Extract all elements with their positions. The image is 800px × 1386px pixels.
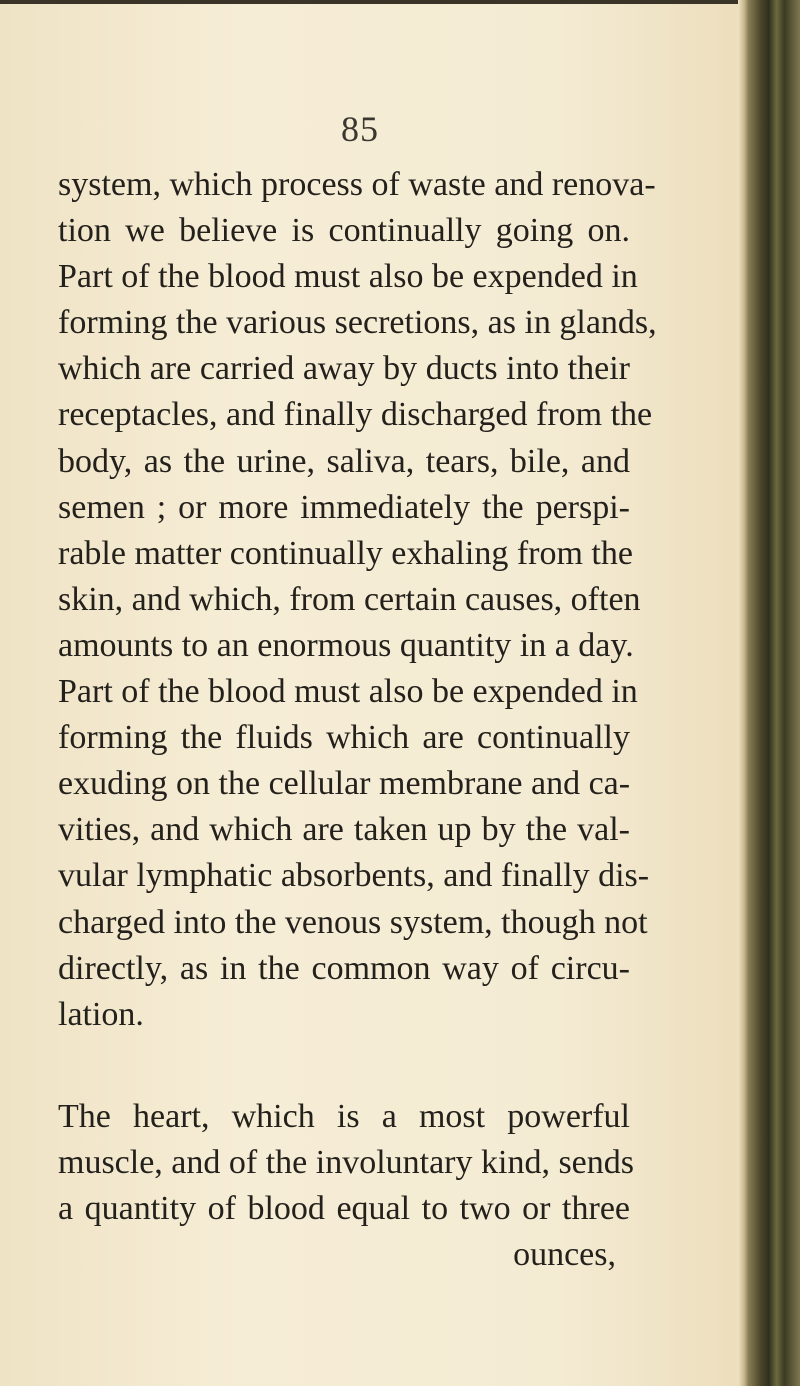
text-line: amounts to an enormous quantity in a day. <box>58 626 634 664</box>
text-line: body, as the urine, saliva, tears, bile, and <box>58 442 630 480</box>
text-line: which are carried away by ducts into their <box>58 350 630 388</box>
text-line: skin, and which, from certain causes, often <box>58 580 641 618</box>
text-line: tion we believe is continually going on. <box>58 212 630 250</box>
page-number: 85 <box>341 109 379 149</box>
text-line: forming the various secretions, as in glands, <box>58 304 657 342</box>
text-line: rable matter continually exhaling from the <box>58 534 633 572</box>
text-line: muscle, and of the involuntary kind, sends <box>58 1143 635 1181</box>
page-top-edge <box>0 0 740 4</box>
book-binding <box>748 0 800 1386</box>
body-text <box>58 162 657 1278</box>
text-line: directly, as in the common way of circu- <box>58 949 630 987</box>
text-line: vular lymphatic absorbents, and finally dis- <box>58 857 650 895</box>
paragraph-gap <box>58 1038 630 1094</box>
text-line: receptacles, and finally discharged from the <box>58 396 653 434</box>
paragraph-2 <box>58 1094 635 1278</box>
text-line: vities, and which are taken up by the val- <box>58 811 630 849</box>
page-gutter-shadow <box>738 0 748 1386</box>
text-line: lation. <box>58 995 144 1033</box>
text-line: forming the fluids which are continually <box>58 719 630 757</box>
text-line: system, which process of waste and renova- <box>58 166 656 203</box>
text-line: semen ; or more immediately the perspi- <box>58 488 630 526</box>
catchword: ounces, <box>513 1236 616 1274</box>
text-line: Part of the blood must also be expended in <box>58 258 638 296</box>
text-line: a quantity of blood equal to two or three <box>58 1189 630 1227</box>
text-line: Part of the blood must also be expended in <box>58 673 638 711</box>
text-line: The heart, which is a most powerful <box>58 1097 630 1135</box>
text-line: charged into the venous system, though not <box>58 903 648 941</box>
text-line: exuding on the cellular membrane and ca- <box>58 765 631 803</box>
paragraph-1 <box>58 162 657 1038</box>
